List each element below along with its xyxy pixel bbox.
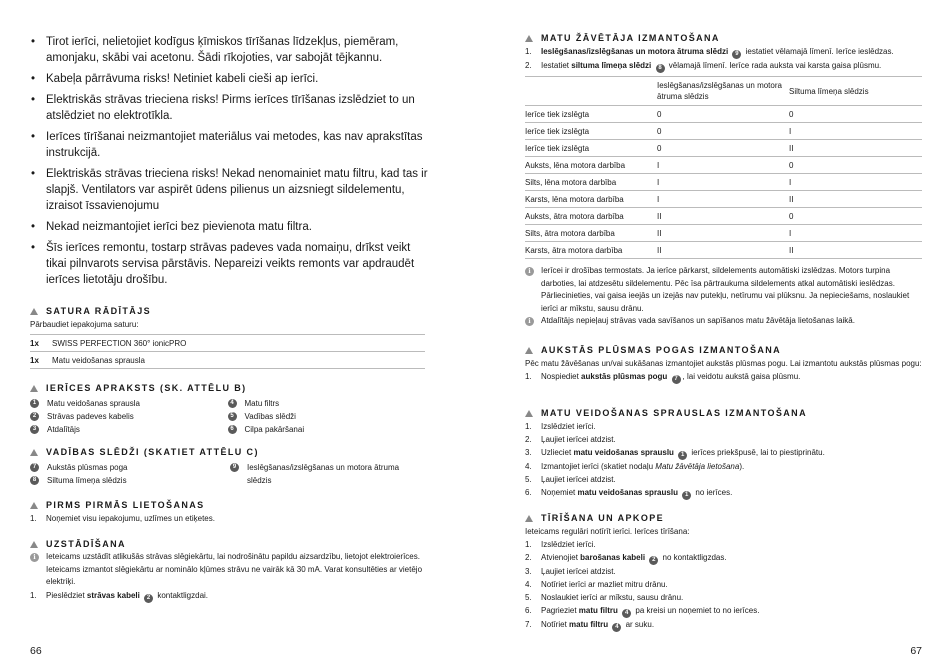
table-row: Ierīce tiek izslēgta 0 0 <box>525 106 922 123</box>
table-header-cell: Siltuma līmeņa slēdzis <box>789 77 922 106</box>
list-item: 2. Iestatiet siltuma līmeņa slēdzi 8 vēlamajā līmenī. Ierīce rada auksta vai karsta gaisa plūsmu. <box>525 61 882 71</box>
cold-shot-section: AUKSTĀS PLŪSMAS POGAS IZMANTOŠANA Pēc matu žāvēšanas un/vai sukāšanas izmantojiet aukstās plūsmas pogu. Lai izmantotu aukstās plūsmas pogu: 1. Nospiediet aukstās plūsmas pogu 7 , lai veidotu aukstā gaisa plūsmu. <box>525 344 922 382</box>
warning-triangle-icon <box>30 385 38 392</box>
section-heading: TĪRĪŠANA UN APKOPE <box>525 511 922 525</box>
page-number: 67 <box>910 645 922 657</box>
info-note: i Atdalītājs nepieļauj strāvas vada savīšanos un sapīšanos matu žāvētāja lietošanas laikā. <box>525 315 922 328</box>
bullet-item: • Ierīces tīrīšanai neizmantojiet materiālus vai metodes, kas nav aprakstītas instrukcijā. <box>30 129 430 161</box>
list-item: 6. Noņemiet matu veidošanas sprauslu 1 no ierīces. <box>525 488 733 498</box>
table-row: Karsts, ātra motora darbība II II <box>525 242 922 259</box>
table-row: Auksts, lēna motora darbība I 0 <box>525 157 922 174</box>
list-item: 7 Aukstās plūsmas poga <box>30 461 230 474</box>
controls-section <box>30 445 425 487</box>
switch-settings-table <box>525 76 922 259</box>
number-badge-icon: 1 <box>682 491 691 500</box>
section-heading: IERĪCES APRAKSTS (SK. ATTĒLU B) <box>30 381 425 395</box>
contents-intro: Pārbaudiet iepakojuma saturu: <box>30 320 139 329</box>
section-heading: PIRMS PIRMĀS LIETOŠANAS <box>30 498 425 512</box>
section-heading: SATURA RĀDĪTĀJS <box>30 304 425 318</box>
number-badge-icon: 8 <box>30 476 39 485</box>
number-badge-icon: 7 <box>30 463 39 472</box>
section-heading: VADĪBAS SLĒDŽI (SKATIET ATTĒLU C) <box>30 445 425 459</box>
list-item: 1. Noņemiet visu iepakojumu, uzlīmes un etiķetes. <box>30 514 215 523</box>
list-item: 5. Noslaukiet ierīci ar mīkstu, sausu drānu. <box>525 593 684 602</box>
section-heading: MATU ŽĀVĒTĀJA IZMANTOŠANA <box>525 31 922 45</box>
number-badge-icon: 2 <box>144 594 153 603</box>
warning-triangle-icon <box>30 308 38 315</box>
list-item: 6. Pagrieziet matu filtru 4 pa kreisi un noņemiet to no ierīces. <box>525 606 760 616</box>
number-badge-icon: 4 <box>622 609 631 618</box>
list-item: 2. Ļaujiet ierīcei atdzist. <box>525 435 616 444</box>
warning-triangle-icon <box>30 449 38 456</box>
warning-triangle-icon <box>525 515 533 522</box>
table-row: Auksts, ātra motora darbība II 0 <box>525 208 922 225</box>
item-cell: Matu veidošanas sprausla <box>52 355 145 365</box>
bullet-item: • Šīs ierīces remontu, tostarp strāvas padeves vada nomaiņu, drīkst veikt tikai pilnvarots servisa pārstāvis. Nepareizi veikts remonts var apdraudēt ierīces lietotāju drošību. <box>30 240 430 288</box>
warning-triangle-icon <box>525 410 533 417</box>
bullet-item: • Kabeļa pārrāvuma risks! Netiniet kabeli cieši ap ierīci. <box>30 71 430 87</box>
table-row: Silts, lēna motora darbība I I <box>525 174 922 191</box>
table-header-cell: Ieslēgšanas/izslēgšanas un motora ātruma slēdzis <box>657 77 789 106</box>
contents-table <box>30 334 425 369</box>
list-item: 1. Izslēdziet ierīci. <box>525 540 596 549</box>
list-item: 1. Ieslēgšanas/izslēgšanas un motora ātruma slēdzi 9 iestatiet vēlamajā līmenī. Ierīce ieslēdzas. <box>525 47 894 57</box>
table-row <box>30 335 425 352</box>
safety-bullet-list <box>30 34 430 293</box>
section-heading: MATU VEIDOŠANAS SPRAUSLAS IZMANTOŠANA <box>525 406 922 420</box>
parts-list <box>30 397 425 436</box>
list-item: 4. Izmantojiet ierīci (skatiet nodaļu Matu žāvētāja lietošana). <box>525 462 745 471</box>
qty-cell: 1x <box>30 338 39 348</box>
table-row: Silts, ātra motora darbība II I <box>525 225 922 242</box>
list-item: 7. Notīriet matu filtru 4 ar suku. <box>525 620 655 630</box>
table-row <box>30 352 425 369</box>
before-first-use-section <box>30 498 425 525</box>
list-item: 2. Atvienojiet barošanas kabeli 2 no kontaktligzdas. <box>525 553 727 563</box>
table-row: Ierīce tiek izslēgta 0 I <box>525 123 922 140</box>
list-item: 5. Ļaujiet ierīcei atdzist. <box>525 475 616 484</box>
section-heading: UZSTĀDĪŠANA <box>30 537 425 551</box>
list-item: 8 Siltuma līmeņa slēdzis <box>30 474 230 487</box>
bullet-item: • Tirot ierīci, nelietojiet kodīgus ķīmiskos tīrīšanas līdzekļus, piemēram, amonjaku, skābi vai acetonu. Šādi rīkojoties, var sabojāt tējkannu. <box>30 34 430 66</box>
info-note: i Ieteicams uzstādīt atlikušās strāvas slēgiekārtu, lai nodrošinātu papildu aizsardzību, lietojot elektroierīces. Ieteicams izmantot slēgiekārtu ar nominālo kļūmes strāvu ne vairāk kā 30 mA. Varat konsultēties ar vietējo elektriķi. <box>30 551 425 589</box>
info-icon: i <box>30 553 39 562</box>
list-item: 1. Pieslēdziet strāvas kabeli 2 kontaktligzdai. <box>30 590 209 601</box>
number-badge-icon: 2 <box>649 556 658 565</box>
dryer-use-section <box>525 31 922 328</box>
list-item: 9 Ieslēgšanas/izslēgšanas un motora ātruma slēdzis <box>230 461 415 487</box>
controls-list <box>30 461 425 487</box>
list-item: 1. Nospiediet aukstās plūsmas pogu 7 , lai veidotu aukstā gaisa plūsmu. <box>525 372 801 382</box>
warning-triangle-icon <box>525 347 533 354</box>
info-icon: i <box>525 267 534 276</box>
number-badge-icon: 2 <box>30 412 39 421</box>
number-badge-icon: 5 <box>228 412 237 421</box>
qty-cell: 1x <box>30 355 39 365</box>
number-badge-icon: 6 <box>228 425 237 434</box>
item-cell: SWISS PERFECTION 360° ionicPRO <box>52 338 187 348</box>
list-item: 4 Matu filtrs <box>228 397 426 410</box>
bullet-item: • Nekad neizmantojiet ierīci bez pievienota matu filtra. <box>30 219 430 235</box>
number-badge-icon: 9 <box>230 463 239 472</box>
page-number: 66 <box>30 645 42 657</box>
number-badge-icon: 3 <box>30 425 39 434</box>
number-badge-icon: 4 <box>612 623 621 632</box>
warning-triangle-icon <box>30 541 38 548</box>
bullet-item: • Elektriskās strāvas trieciena risks! Nekad nenomainiet matu filtru, kad tas ir slapjš. Ventilators var aspirēt ūdens pilienus un aizsniegt sildelementu, izraisot īssavienojumu <box>30 166 430 214</box>
table-row: Ierīce tiek izslēgta 0 II <box>525 140 922 157</box>
number-badge-icon: 1 <box>678 451 687 460</box>
list-item: 3 Atdalītājs <box>30 423 228 436</box>
bullet-item: • Elektriskās strāvas trieciena risks! Pirms ierīces tīrīšanas izslēdziet to un atslēdziet no elektrotīkla. <box>30 92 430 124</box>
number-badge-icon: 7 <box>672 375 681 384</box>
list-item: 3. Ļaujiet ierīcei atdzist. <box>525 567 616 576</box>
number-badge-icon: 4 <box>228 399 237 408</box>
table-header-row <box>525 77 922 106</box>
cleaning-section: TĪRĪŠANA UN APKOPE Ieteicams regulāri notīrīt ierīci. Ierīces tīrīšana: 1. Izslēdziet ierīci. 2. Atvienojiet barošanas kabeli 2 no kontaktligzdas. 3. Ļaujiet ierīcei atdzist. 4. Notīriet ierīci ar mazliet mitru drānu. 5. Noslaukiet ierīci ar mīkstu, sausu drānu. 6. Pagrieziet matu filtru 4 pa kreisi un noņemiet to no ierīces. 7. Notīriet matu filtru 4 ar suku. <box>525 511 922 632</box>
list-item: 1. Izslēdziet ierīci. <box>525 422 596 431</box>
number-badge-icon: 1 <box>30 399 39 408</box>
nozzle-section <box>525 406 922 500</box>
contents-section <box>30 304 425 369</box>
info-note: i Ierīcei ir drošības termostats. Ja ierīce pārkarst, sildelements automātiski izslēdzas. Motors turpina darboties, lai atdzesētu sildelementu. Pēc īsa pārtraukuma sildelements atkal automātiski ieslēdzas. Pārliecinieties, vai gaisa ieejās un izejās nav putekļu, netīrumu vai plūksnu. Ja nepieciešams, noslaukiet ierīci ar mīkstu, sausu drānu. <box>525 265 922 315</box>
section-heading: AUKSTĀS PLŪSMAS POGAS IZMANTOŠANA <box>525 343 922 357</box>
number-badge-icon: 8 <box>656 64 665 73</box>
table-row: Karsts, lēna motora darbība I II <box>525 191 922 208</box>
warning-triangle-icon <box>525 35 533 42</box>
device-description-section <box>30 381 425 436</box>
list-item: 1 Matu veidošanas sprausla <box>30 397 228 410</box>
warning-triangle-icon <box>30 502 38 509</box>
list-item: 2 Strāvas padeves kabelis <box>30 410 228 423</box>
number-badge-icon: 9 <box>732 50 741 59</box>
list-item: 3. Uzlieciet matu veidošanas sprauslu 1 ierīces priekšpusē, lai to piestiprinātu. <box>525 448 825 458</box>
list-item: 4. Notīriet ierīci ar mazliet mitru drānu. <box>525 580 668 589</box>
setup-section <box>30 537 425 603</box>
right-page <box>475 0 950 660</box>
info-icon: i <box>525 317 534 326</box>
list-item: 6 Cilpa pakāršanai <box>228 423 426 436</box>
list-item: 5 Vadības slēdži <box>228 410 426 423</box>
